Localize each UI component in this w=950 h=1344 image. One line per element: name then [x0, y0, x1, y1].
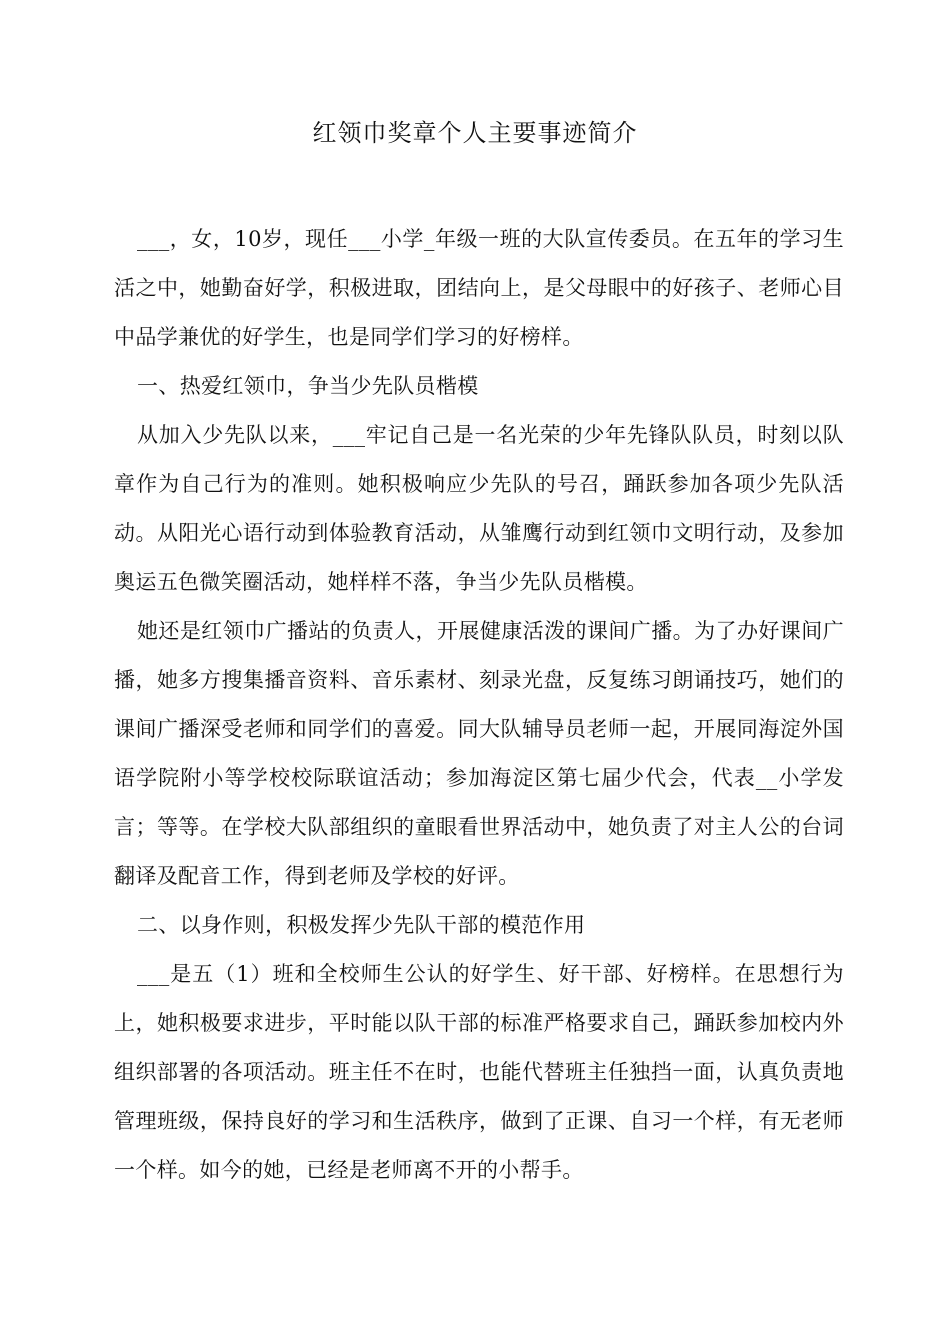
section-heading-2: 二、以身作则，积极发挥少先队干部的模范作用 [137, 913, 586, 937]
body-paragraph: ___是五（1）班和全校师生公认的好学生、好干部、好榜样。在思想行为上，她积极要求进步，平时能以队干部的标准严格要求自己，踊跃参加校内外组织部署的各项活动。班主任不在时，也能代替班主任独挡一面，认真负责地管理班级，保持良好的学习和生活秩序，做到了正课、自习一个样，有无老师一个样。如今的她，已经是老师离不开的小帮手。 [114, 962, 844, 1182]
document-body [114, 215, 844, 1195]
body-paragraph: 从加入少先队以来，___牢记自己是一名光荣的少年先锋队队员，时刻以队章作为自己行为的准则。她积极响应少先队的号召，踊跃参加各项少先队活动。从阳光心语行动到体验教育活动，从雏鹰行动到红领巾文明行动，及参加奥运五色微笑圈活动，她样样不落，争当少先队员楷模。 [114, 423, 844, 594]
intro-paragraph: ___，女，10岁，现任___小学_年级一班的大队宣传委员。在五年的学习生活之中，她勤奋好学，积极进取，团结向上，是父母眼中的好孩子、老师心目中品学兼优的好学生，也是同学们学习的好榜样。 [114, 227, 844, 349]
section-heading-1: 一、热爱红领巾，争当少先队员楷模 [137, 374, 479, 398]
body-paragraph: 她还是红领巾广播站的负责人，开展健康活泼的课间广播。为了办好课间广播，她多方搜集播音资料、音乐素材、刻录光盘，反复练习朗诵技巧，她们的课间广播深受老师和同学们的喜爱。同大队辅导员老师一起，开展同海淀外国语学院附小等学校校际联谊活动；参加海淀区第七届少代会，代表__小学发言；等等。在学校大队部组织的童眼看世界活动中，她负责了对主人公的台词翻译及配音工作，得到老师及学校的好评。 [114, 619, 844, 888]
document-title: 红领巾奖章个人主要事迹简介 [312, 119, 638, 147]
